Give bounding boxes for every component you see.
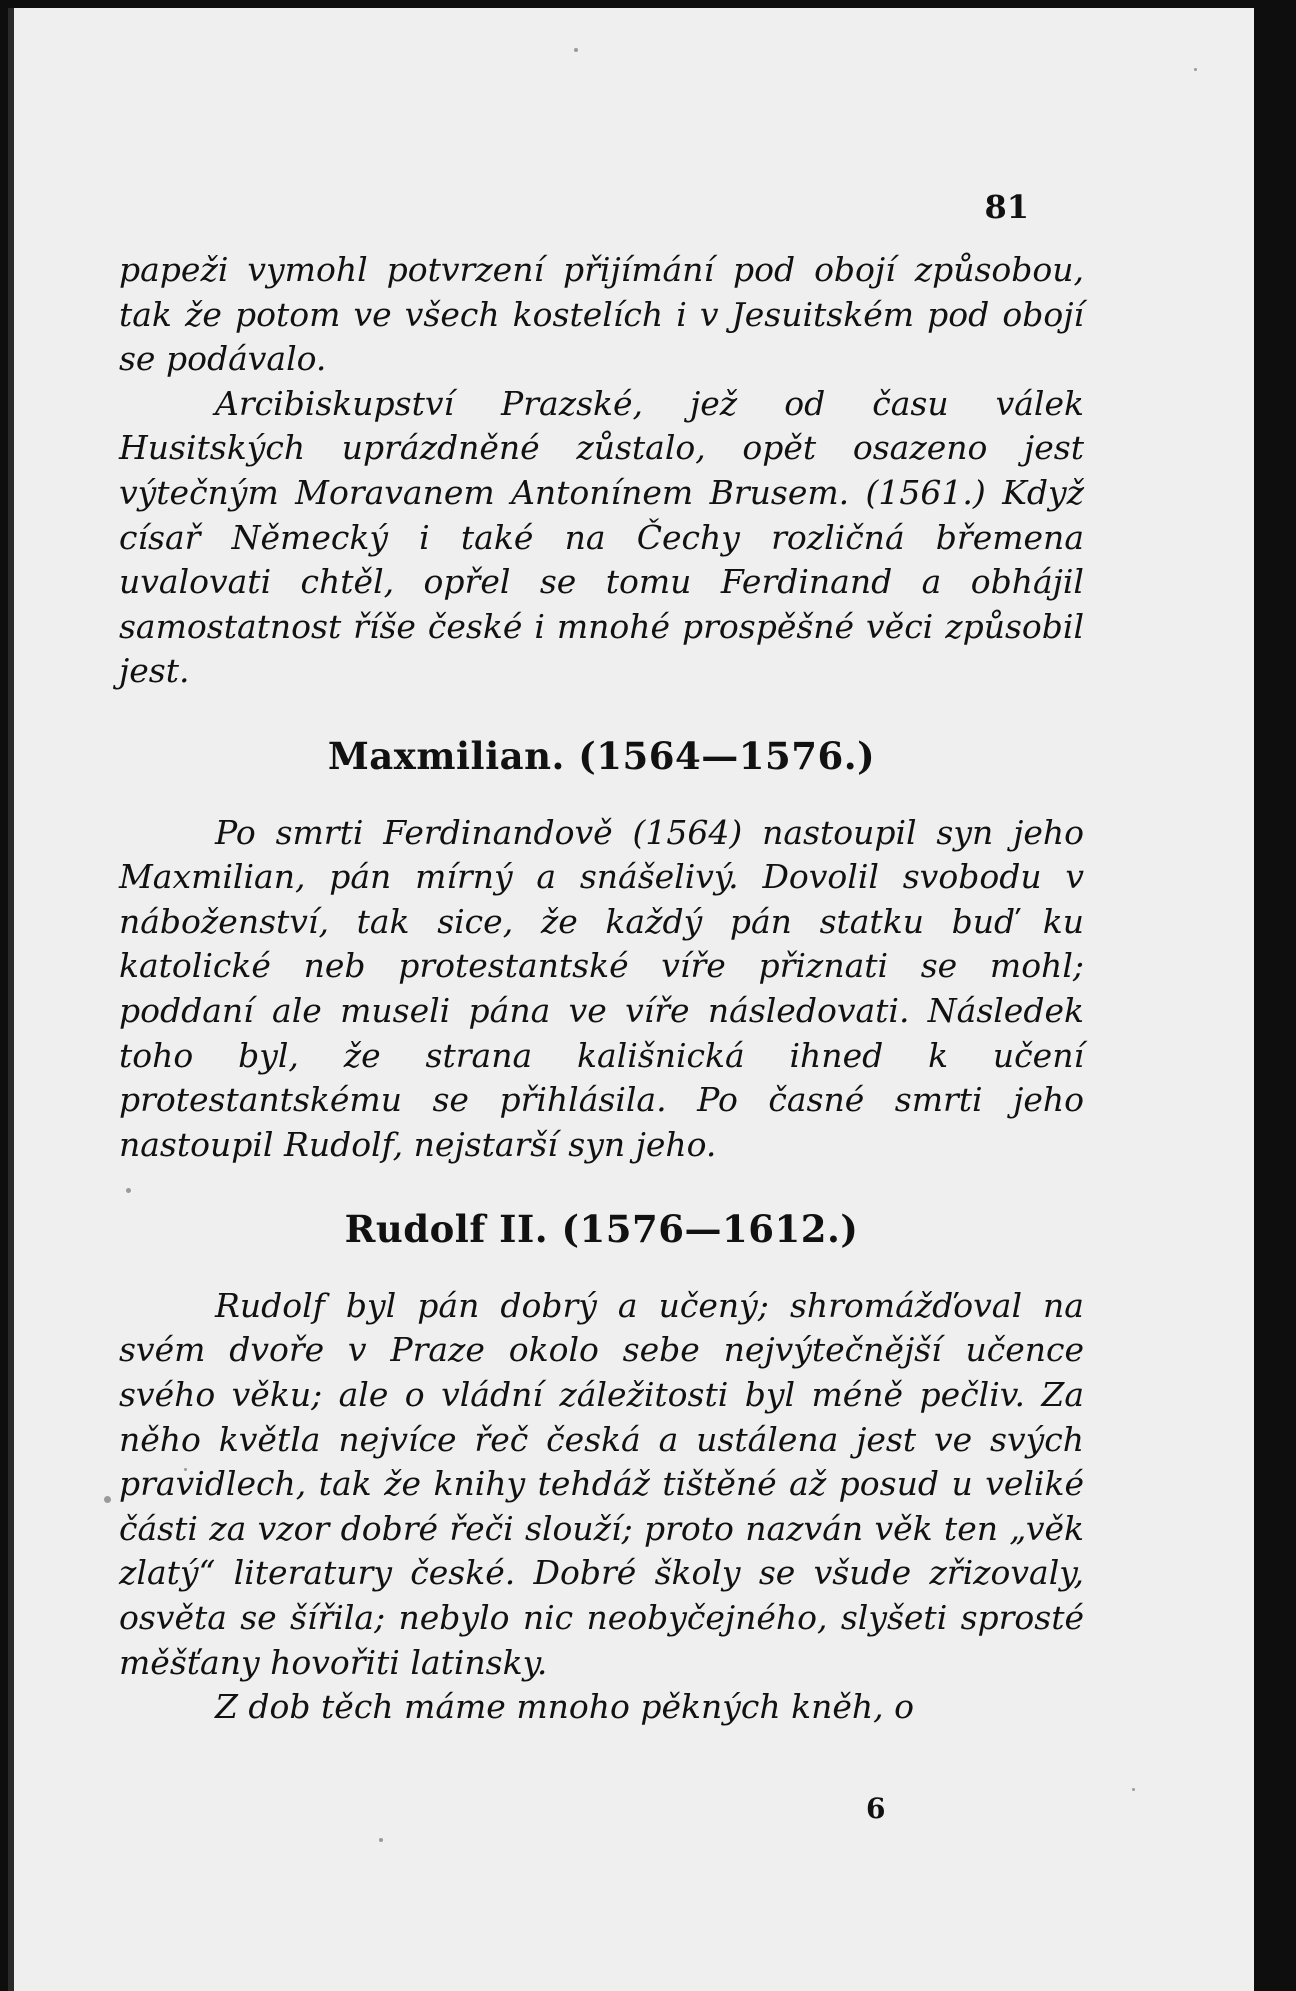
paragraph-4: Rudolf byl pán dobrý a učený; shromážďoval na svém dvoře v Praze okolo sebe nejvýtečnější učence svého věku; ale o vládní záležitosti byl méně pečliv. Za něho květla nejvíce řeč česká a ustálena jest ve svých pravidlech, tak že knihy tehdáž tištěné až posud u veliké části za vzor dobré řeči slouží; proto nazván věk ten „věk zlatý“ literatury české. Dobré školy se všude zřizovaly, osvěta se šířila; nebylo nic neobyčejného, slyšeti sprosté měšťany hovořiti latinsky.	[119, 1285, 1084, 1682]
paragraph-2: Arcibiskupství Prazské, jež od času válek Husitských uprázdněné zůstalo, opět osazeno jest výtečným Moravanem Antonínem Brusem. (1561.) Když císař Německý i také na Čechy rozličná břemena uvalovati chtěl, opřel se tomu Ferdinand a obhájil samostatnost říše české i mnohé prospěšné věci způsobil jest.	[119, 383, 1084, 691]
section-heading-maxmilian: Maxmilian. (1564—1576.)	[327, 733, 876, 778]
section-heading-rudolf: Rudolf II. (1576—1612.)	[344, 1207, 859, 1252]
page-number: 81	[984, 188, 1029, 226]
printer-signature-mark: 6	[866, 1792, 886, 1825]
book-page	[8, 8, 1254, 1991]
page-text	[119, 248, 1084, 1730]
paragraph-1: papeži vymohl potvrzení přijímání pod obojí způsobou, tak že potom ve všech kostelích i v Jesuitském pod obojí se podávalo.	[119, 250, 1084, 379]
paragraph-5: Z dob těch máme mnoho pěkných kněh, o	[215, 1687, 914, 1727]
paragraph-3: Po smrti Ferdinandově (1564) nastoupil syn jeho Maxmilian, pán mírný a snášelivý. Dovolil svobodu v náboženství, tak sice, že každý pán statku buď ku katolické neb protestantské víře přiznati se mohl; poddaní ale museli pána ve víře následovati. Následek toho byl, že strana kališnická ihned k učení protestantskému se přihlásila. Po časné smrti jeho nastoupil Rudolf, nejstarší syn jeho.	[119, 812, 1084, 1164]
